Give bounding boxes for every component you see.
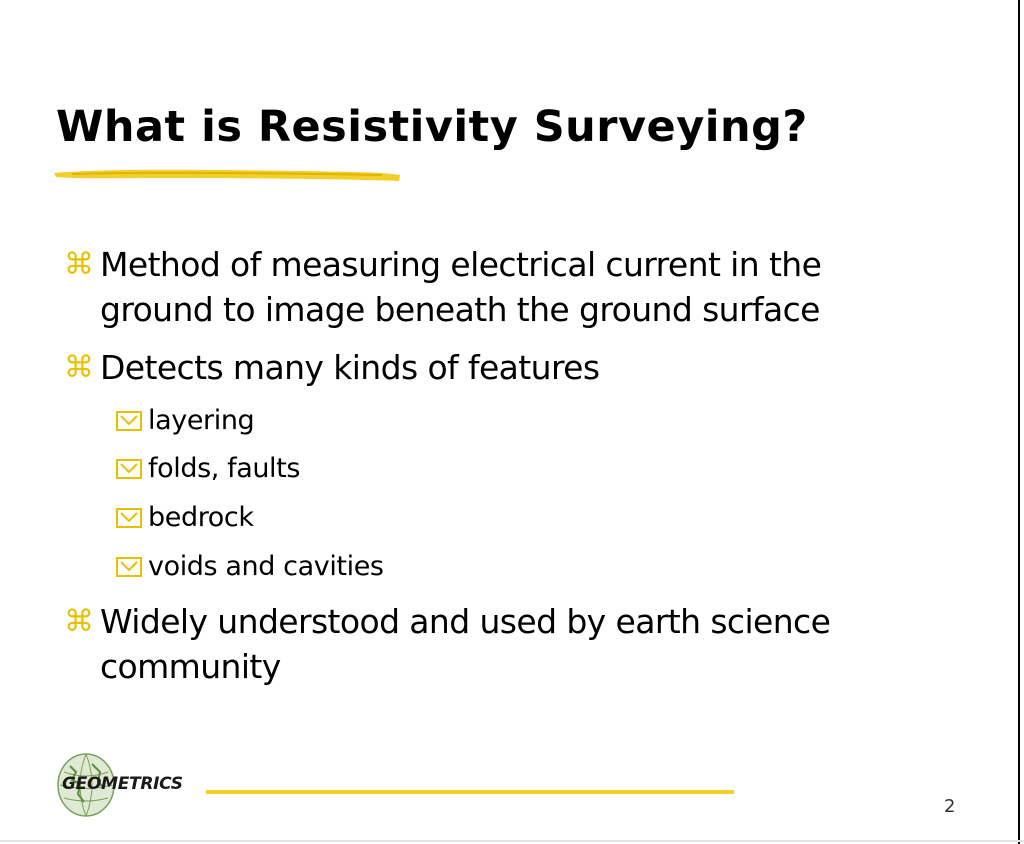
bullet-item bbox=[64, 599, 940, 689]
command-key-icon: ⌘ bbox=[64, 247, 94, 282]
sub-bullet-item bbox=[116, 550, 384, 584]
bullet-text: Detects many kinds of features bbox=[100, 348, 600, 387]
bullet-text: Method of measuring electrical current in the ground to image beneath the ground surface bbox=[100, 245, 822, 329]
sub-bullet-text: layering bbox=[148, 405, 255, 436]
sub-bullet-text: voids and cavities bbox=[148, 551, 384, 582]
bullet-item bbox=[64, 345, 940, 390]
checkbox-icon bbox=[116, 557, 142, 577]
bullet-text: Widely understood and used by earth science community bbox=[100, 602, 831, 686]
command-key-icon: ⌘ bbox=[64, 604, 94, 639]
title-underline-brushstroke bbox=[52, 164, 402, 186]
sub-bullet-item bbox=[116, 452, 300, 486]
logo-wordmark: GEOMETRICS bbox=[62, 774, 183, 794]
checkbox-icon bbox=[116, 411, 142, 431]
bottom-border bbox=[0, 840, 1024, 842]
sub-bullet-text: folds, faults bbox=[148, 453, 301, 484]
geometrics-logo bbox=[52, 752, 197, 818]
footer-rule bbox=[206, 790, 734, 794]
slide-title: What is Resistivity Surveying? bbox=[56, 102, 808, 152]
command-key-icon: ⌘ bbox=[64, 350, 94, 385]
checkbox-icon bbox=[116, 459, 142, 479]
bullet-item bbox=[64, 242, 940, 332]
checkbox-icon bbox=[116, 508, 142, 528]
page-number: 2 bbox=[944, 796, 956, 817]
sub-bullet-text: bedrock bbox=[148, 502, 254, 533]
sub-bullet-item bbox=[116, 404, 254, 438]
right-border bbox=[1018, 0, 1020, 844]
sub-bullet-item bbox=[116, 501, 254, 535]
